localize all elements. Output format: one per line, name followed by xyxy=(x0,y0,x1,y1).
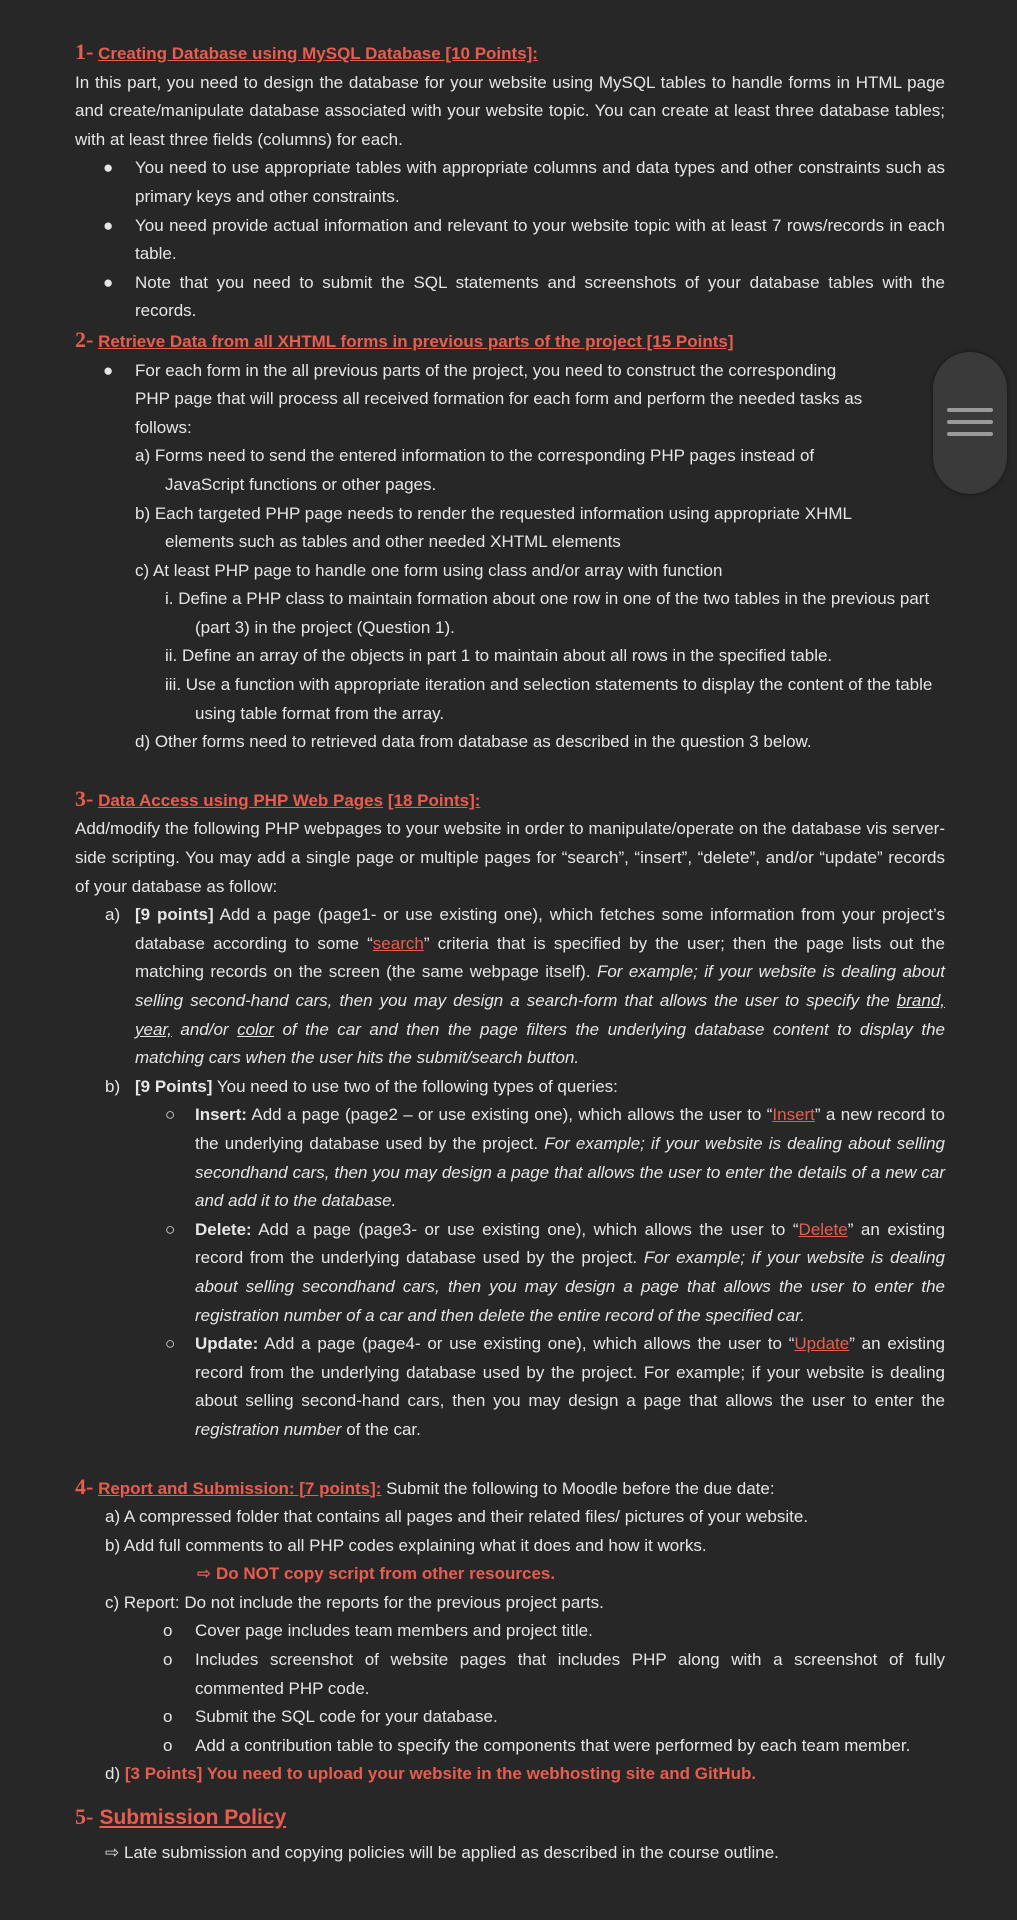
section-1-intro: In this part, you need to design the database for your website using MySQL tables to handle forms in HTML page and create/manipulate database associated with your website topic. You can create at least three database tables; with at least three fields (columns) for each. xyxy=(75,72,945,149)
section-4-warning: ⇨ Do NOT copy script from other resources. xyxy=(197,1564,556,1584)
section-4-item-d: d) [3 Points] You need to upload your website in the webhosting site and GitHub. xyxy=(105,1764,757,1784)
section-4-item-b: b) Add full comments to all PHP codes explaining what it does and how it works. xyxy=(105,1535,707,1555)
section-5-number: 5- xyxy=(75,1804,94,1830)
circle-bullet-icon: ○ xyxy=(165,1105,176,1125)
section-3-item-a: a) [9 points] Add a page (page1- or use existing one), which fetches some information from your project’s database according to some “search” criteria that is specified by the user; then the page lists out the matching records on the screen (the same webpage itself). For example; if your website is dealing about selling second-hand cars, then you may design a search-form that allows the user to specify the brand, year, and/or color of the car and then the page filters the underlying database content to display the matching cars when the user hits the submit/search button. xyxy=(105,905,945,1068)
section-2-heading xyxy=(75,326,945,357)
bullet-dot: ● xyxy=(103,215,114,235)
section-4-title[interactable]: Report and Submission: [7 points]: xyxy=(98,1478,382,1498)
insert-link[interactable]: Insert xyxy=(772,1105,815,1125)
section-1-heading xyxy=(75,38,945,69)
report-item-4: o Add a contribution table to specify the components that were performed by each team member. xyxy=(75,1732,945,1761)
section-4-number: 4- xyxy=(75,1473,94,1499)
section-4-item-c: c) Report: Do not include the reports for the previous project parts. xyxy=(105,1592,604,1612)
circle-bullet-icon: o xyxy=(163,1707,173,1727)
section-3-intro: Add/modify the following PHP webpages to your website in order to manipulate/operate on the database vis server-side scripting. You may add a single page or multiple pages for “search”, “insert”, “delete”, and/or “update” records of your database as follow: xyxy=(75,819,945,896)
report-item-1: o Cover page includes team members and project title. xyxy=(75,1617,945,1646)
bullet-dot: ● xyxy=(103,360,114,380)
section-5-heading xyxy=(75,1803,945,1833)
report-item-3: o Submit the SQL code for your database. xyxy=(75,1703,945,1732)
query-insert: ○ Insert: Add a page (page2 – or use existing one), which allows the user to “Insert” a new record to the underlying database used by the project. For example; if your website is dealing about selling secondhand cars, then you may design a page that allows the user to enter the details of a new car and add it to the database. xyxy=(75,1101,945,1215)
report-item-2: o Includes screenshot of website pages that includes PHP along with a screenshot of fully commented PHP code. xyxy=(75,1646,945,1703)
section-3-number: 3- xyxy=(75,785,94,811)
section-2-title[interactable]: Retrieve Data from all XHTML forms in previous parts of the project [15 Points] xyxy=(98,331,734,351)
section-3-heading xyxy=(75,785,945,816)
query-update: ○ Update: Add a page (page4- or use existing one), which allows the user to “Update” an existing record from the underlying database used by the project. For example; if your website is dealing about selling second-hand cars, then you may design a page that allows the user to enter the registration number of the car. xyxy=(75,1330,945,1444)
section-3-title[interactable]: Data Access using PHP Web Pages xyxy=(98,790,384,810)
section-1-bullet-1: ● You need to use appropriate tables with appropriate columns and data types and other constraints such as primary keys and other constraints. xyxy=(75,154,945,211)
section-2-number: 2- xyxy=(75,326,94,352)
section-2-item-a: a) Forms need to send the entered information to the corresponding PHP pages instead of JavaScript functions or other pages. xyxy=(135,446,815,494)
section-2-item-c-ii: ii. Define an array of the objects in part 1 to maintain about all rows in the specified table. xyxy=(165,646,833,666)
bullet-dot: ● xyxy=(103,158,114,178)
arrow-right-icon: ⇨ xyxy=(197,1564,212,1584)
scroll-handle[interactable] xyxy=(933,352,1007,494)
section-2-item-c: c) At least PHP page to handle one form using class and/or array with function xyxy=(135,560,723,580)
circle-bullet-icon: o xyxy=(163,1735,173,1755)
section-2-item-c-iii: iii. Use a function with appropriate iteration and selection statements to display the content of the table using table format from the array. xyxy=(165,675,933,723)
document-page xyxy=(75,38,945,1867)
section-1-bullet-2: ● You need provide actual information and relevant to your website topic with at least 7 rows/records in each table. xyxy=(75,212,945,269)
section-4-heading: 4- Report and Submission: [7 points]: Submit the following to Moodle before the due date: xyxy=(75,1473,775,1499)
search-link[interactable]: search xyxy=(372,933,424,953)
section-5-title[interactable]: Submission Policy xyxy=(99,1806,287,1830)
section-1-bullet-3: ● Note that you need to submit the SQL statements and screenshots of your database tables with the records. xyxy=(75,269,945,326)
section-3-item-b: b) [9 Points] You need to use two of the following types of queries: xyxy=(105,1076,618,1096)
section-3-points[interactable]: [18 Points]: xyxy=(387,790,481,810)
circle-bullet-icon: o xyxy=(163,1650,173,1670)
arrow-right-icon: ⇨ xyxy=(105,1842,120,1862)
section-4-item-a: a) A compressed folder that contains all pages and their related files/ pictures of your website. xyxy=(105,1507,809,1527)
section-2-item-b: b) Each targeted PHP page needs to render the requested information using appropriate XHML elements such as tables and other needed XHTML elements xyxy=(135,503,852,552)
section-2-bullet: ● For each form in the all previous parts of the project, you need to construct the corresponding PHP page that will process all received formation for each form and perform the needed tasks as follows: xyxy=(75,357,945,443)
section-1-title[interactable]: Creating Database using MySQL Database [10 Points]: xyxy=(98,44,538,63)
section-2-item-c-i: i. Define a PHP class to maintain formation about one row in one of the two tables in the previous part (part 3) in the project (Question 1). xyxy=(165,589,930,637)
delete-link[interactable]: Delete xyxy=(798,1219,848,1239)
section-2-item-d: d) Other forms need to retrieved data from database as described in the question 3 below. xyxy=(135,732,812,752)
query-delete: ○ Delete: Add a page (page3- or use existing one), which allows the user to “Delete” an existing record from the underlying database used by the project. For example; if your website is dealing about selling secondhand cars, then you may design a page that allows the user to enter the registration number of a car and then delete the entire record of the specified car. xyxy=(75,1216,945,1330)
circle-bullet-icon: o xyxy=(163,1621,173,1641)
grip-line-icon xyxy=(947,432,993,436)
grip-line-icon xyxy=(947,408,993,412)
circle-bullet-icon: ○ xyxy=(165,1334,176,1354)
section-5-text: ⇨ Late submission and copying policies will be applied as described in the course outline. xyxy=(105,1842,779,1862)
update-link[interactable]: Update xyxy=(794,1334,850,1354)
grip-line-icon xyxy=(947,420,993,424)
circle-bullet-icon: ○ xyxy=(165,1219,176,1239)
section-1-number: 1- xyxy=(75,39,94,64)
bullet-dot: ● xyxy=(103,272,114,292)
